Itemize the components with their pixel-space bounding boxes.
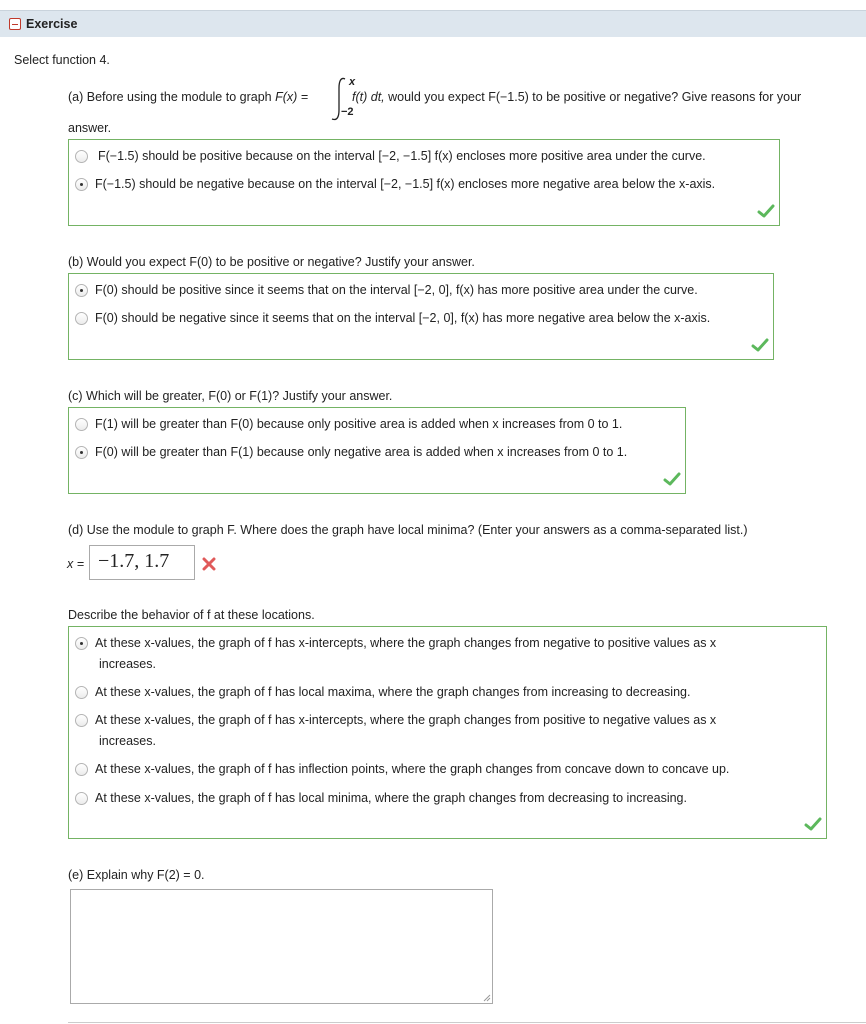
part-a-answer-box	[68, 139, 780, 226]
part-d-option-5-radio[interactable]	[75, 792, 88, 805]
part-d-answer-box	[68, 626, 827, 839]
part-d-option-5[interactable]: At these x-values, the graph of f has local minima, where the graph changes from decreasing to increasing.	[95, 791, 687, 805]
correct-check-icon	[663, 472, 681, 486]
part-d-describe: Describe the behavior of f at these locations.	[68, 608, 315, 622]
part-d-input-label: x =	[67, 557, 85, 571]
resize-grip-icon[interactable]	[482, 993, 491, 1002]
part-d-question: (d) Use the module to graph F. Where does the graph have local minima? (Enter your answers as a comma-separated list.)	[68, 523, 748, 537]
part-c-option-2[interactable]: F(0) will be greater than F(1) because only negative area is added when x increases from 0 to 1.	[95, 445, 628, 459]
exercise-header	[0, 10, 866, 37]
prompt-text: Select function 4.	[14, 53, 110, 67]
correct-check-icon	[757, 204, 775, 218]
part-b-option-2[interactable]: F(0) should be negative since it seems that on the interval [−2, 0], f(x) has more negative area below the x-axis.	[95, 311, 711, 325]
part-b-question: (b) Would you expect F(0) to be positive or negative? Justify your answer.	[68, 255, 475, 269]
part-d-option-4-radio[interactable]	[75, 763, 88, 776]
part-b-option-2-radio[interactable]	[75, 312, 88, 325]
part-e-question: (e) Explain why F(2) = 0.	[68, 868, 205, 882]
part-a-integrand: f(t) dt,	[352, 90, 385, 104]
integral-lower-limit: −2	[341, 106, 354, 118]
part-a-option-1[interactable]: F(−1.5) should be positive because on the interval [−2, −1.5] f(x) encloses more positive area under the curve.	[98, 149, 706, 163]
part-a-line2: answer.	[68, 121, 112, 135]
part-a-question	[68, 90, 308, 104]
part-d-option-1-line2[interactable]: increases.	[99, 657, 156, 671]
part-a-suffix: would you expect F(−1.5) to be positive or negative? Give reasons for your	[384, 90, 802, 104]
part-a-fx: F(x) =	[275, 90, 309, 104]
footer-divider	[68, 1022, 866, 1023]
part-a-option-2[interactable]: F(−1.5) should be negative because on the interval [−2, −1.5] f(x) encloses more negative area below the x-axis.	[95, 177, 716, 191]
part-b-option-1[interactable]: F(0) should be positive since it seems that on the interval [−2, 0], f(x) has more positive area under the curve.	[95, 283, 698, 297]
part-c-option-1[interactable]: F(1) will be greater than F(0) because only positive area is added when x increases from 0 to 1.	[95, 417, 623, 431]
incorrect-x-icon	[202, 557, 216, 571]
correct-check-icon	[751, 338, 769, 352]
part-d-option-1[interactable]: At these x-values, the graph of f has x-intercepts, where the graph changes from negative to positive values as x	[95, 636, 717, 650]
part-d-option-3-radio[interactable]	[75, 714, 88, 727]
integral-upper-limit: x	[349, 76, 356, 88]
part-a-prefix: (a) Before using the module to graph	[68, 90, 276, 104]
exercise-title: Exercise	[26, 17, 78, 31]
part-d-option-4[interactable]: At these x-values, the graph of f has inflection points, where the graph changes from concave down to concave up.	[95, 762, 730, 776]
part-c-option-1-radio[interactable]	[75, 418, 88, 431]
part-d-option-3-line2[interactable]: increases.	[99, 734, 156, 748]
part-d-option-2-radio[interactable]	[75, 686, 88, 699]
explanation-textarea[interactable]	[70, 889, 493, 1004]
part-c-question: (c) Which will be greater, F(0) or F(1)? Justify your answer.	[68, 389, 393, 403]
part-a-option-1-radio[interactable]	[75, 150, 88, 163]
part-a-integrand-line	[352, 90, 801, 104]
part-b-answer-box	[68, 273, 774, 360]
collapse-icon[interactable]	[9, 18, 21, 30]
local-minima-input[interactable]: −1.7, 1.7	[89, 545, 195, 580]
correct-check-icon	[804, 817, 822, 831]
part-a-option-2-radio[interactable]	[75, 178, 88, 191]
part-d-option-3[interactable]: At these x-values, the graph of f has x-intercepts, where the graph changes from positive to negative values as x	[95, 713, 717, 727]
part-c-option-2-radio[interactable]	[75, 446, 88, 459]
part-d-option-1-radio[interactable]	[75, 637, 88, 650]
part-d-option-2[interactable]: At these x-values, the graph of f has local maxima, where the graph changes from increasing to decreasing.	[95, 685, 691, 699]
part-c-answer-box	[68, 407, 686, 494]
part-b-option-1-radio[interactable]	[75, 284, 88, 297]
